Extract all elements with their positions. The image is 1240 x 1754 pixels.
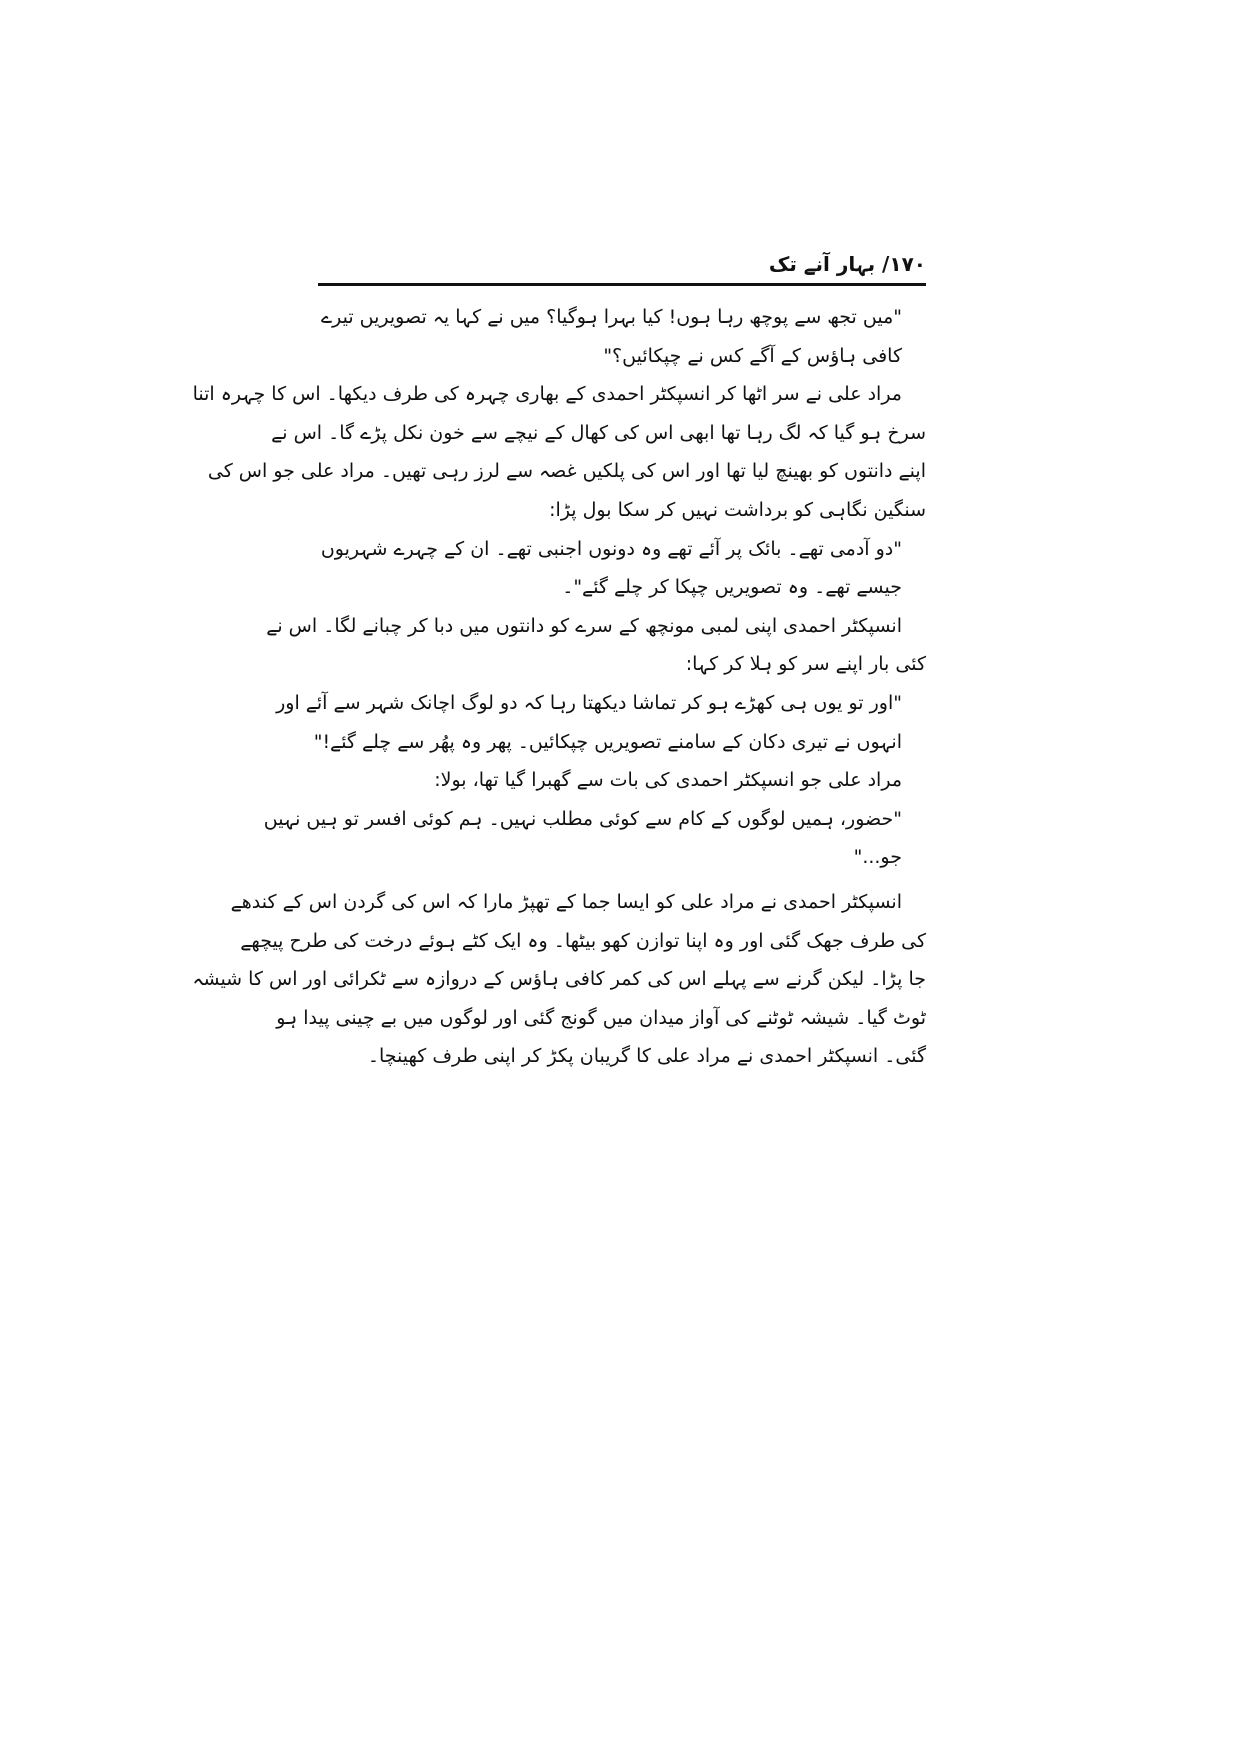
text-line: گئی۔ انسپکٹر احمدی نے مراد علی کا گریبان پکڑ کر اپنی طرف کھینچا۔ xyxy=(367,1045,926,1068)
text-line: "اور تو یوں ہی کھڑے ہو کر تماشا دیکھتا رہا کہ دو لوگ اچانک شہر سے آئے اور xyxy=(276,691,902,714)
page-number-and-title: ۱۷۰/ بہار آنے تک xyxy=(768,252,926,276)
text-line: سنگین نگاہی کو برداشت نہیں کر سکا بول پڑا: xyxy=(549,498,926,521)
text-line: جو..." xyxy=(853,846,902,869)
body-text xyxy=(192,298,926,1076)
text-line: کی طرف جھک گئی اور وہ اپنا توازن کھو بیٹھا۔ وہ ایک کٹے ہوئے درخت کی طرح پیچھے xyxy=(240,929,926,952)
text-line: اپنے دانتوں کو بھینچ لیا تھا اور اس کی پلکیں غصہ سے لرز رہی تھیں۔ مراد علی جو اس کی xyxy=(207,460,926,483)
running-header xyxy=(318,250,926,286)
text-line: مراد علی نے سر اٹھا کر انسپکٹر احمدی کے بھاری چہرہ کی طرف دیکھا۔ اس کا چہرہ اتنا xyxy=(192,383,902,406)
text-line: "دو آدمی تھے۔ بائک پر آئے تھے وہ دونوں اجنبی تھے۔ ان کے چہرے شہریوں xyxy=(320,537,902,560)
text-line: "حضور، ہمیں لوگوں کے کام سے کوئی مطلب نہیں۔ ہم کوئی افسر تو ہیں نہیں xyxy=(263,807,902,830)
text-line: انہوں نے تیری دکان کے سامنے تصویریں چپکائیں۔ پھر وہ پھُر سے چلے گئے!" xyxy=(313,730,902,753)
text-line: انسپکٹر احمدی اپنی لمبی مونچھ کے سرے کو دانتوں میں دبا کر چبانے لگا۔ اس نے xyxy=(266,614,902,637)
text-line: ٹوٹ گیا۔ شیشہ ٹوٹنے کی آواز میدان میں گونج گئی اور لوگوں میں بے چینی پیدا ہو xyxy=(276,1006,926,1029)
text-line: جیسے تھے۔ وہ تصویریں چپکا کر چلے گئے"۔ xyxy=(562,576,902,599)
text-line: جا پڑا۔ لیکن گرنے سے پہلے اس کی کمر کافی ہاؤس کے دروازہ سے ٹکرائی اور اس کا شیشہ xyxy=(192,968,926,991)
text-line: انسپکٹر احمدی نے مراد علی کو ایسا جما کے تھپڑ مارا کہ اس کی گردن اس کے کندھے xyxy=(230,890,902,913)
text-line: کئی بار اپنے سر کو ہلا کر کہا: xyxy=(685,653,926,676)
text-line: مراد علی جو انسپکٹر احمدی کی بات سے گھبرا گیا تھا، بولا: xyxy=(434,769,902,792)
header-rule xyxy=(318,283,926,286)
text-line: کافی ہاؤس کے آگے کس نے چپکائیں؟" xyxy=(603,344,902,367)
text-line: سرخ ہو گیا کہ لگ رہا تھا ابھی اس کی کھال کے نیچے سے خون نکل پڑے گا۔ اس نے xyxy=(271,421,926,444)
text-line: "میں تجھ سے پوچھ رہا ہوں! کیا بہرا ہوگیا؟ میں نے کہا یہ تصویریں تیرے xyxy=(320,306,902,328)
